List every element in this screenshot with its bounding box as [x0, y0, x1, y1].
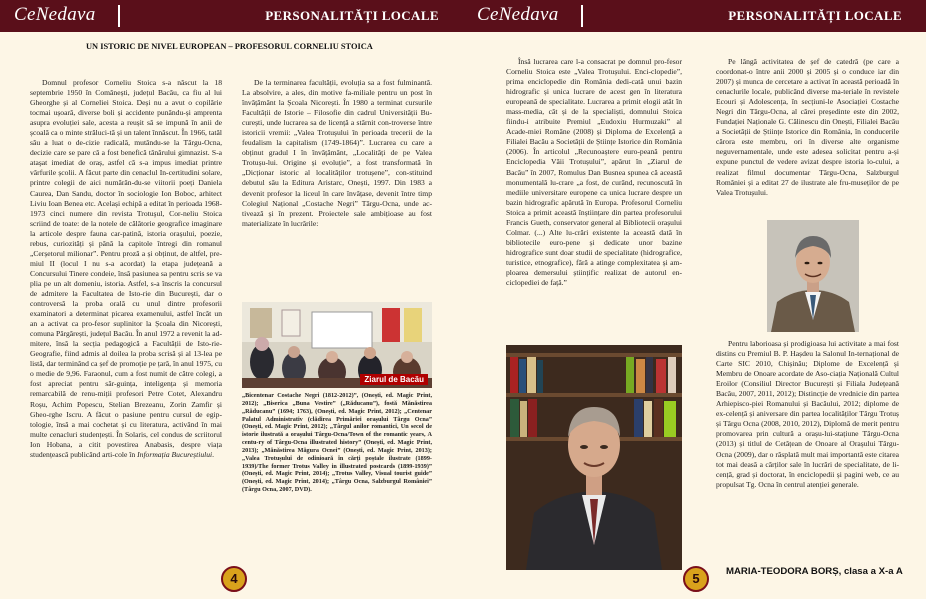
photo-credit-label: Ziarul de Bacău: [360, 374, 428, 385]
magazine-logo-right: CeNedava: [477, 4, 559, 25]
column-4b-text: Pentru laborioasa și prodigioasa lui activitate a mai fost distins cu Premiul B. P. Hașdeu la Salonul In-ternațional de Carte SIC 2010, Chișinău; Diplome de Excelență și Membru de Onoare acordate de Aso-ciația Națională Cultul Eroilor (Consiliul Director București și Filiala Județeană Bacău, 2007, 2011, 2012); Distincție de vrednicie din partea Arhiepisco-piei Romanului și Bacăului, 2012; diplome de ex-celență și aniversare din partea localităților Târgu Trotuș și Târgu Ocna (2008, 2010, 2012), Diplomă de merit pentru promovarea prin cultură a orașu-lui-stațiune Târgu-Ocna (2013) și titlul de Cetățean de Onoare al Orașului Târgu-Ocna (2009), dar o răsplată mult mai importantă este citarea tot mai deasă a cărților sale în lucrări de specialitate, de li-cență, grad și doctorat, în enciclopedii și pagini web, ce au propulsat Tg. Ocna în centrul atenției generale.: [716, 339, 899, 489]
article-column-4-top: [716, 57, 899, 198]
article-column-2: [242, 78, 432, 229]
column-1-end: .: [212, 449, 215, 459]
column-1-italic: Informația Bucureștiului: [137, 449, 213, 459]
article-column-3: [506, 57, 682, 288]
portrait-bookshelf-image: [506, 345, 682, 570]
column-4a-text: Pe lângă activitatea de șef de catedră (pe care a coordonat-o între anii 2000 și 2005 și o conduce iar din 2007) și munca de cercetare a activat în această perioadă în cenaclurile locale, publicând diverse ma-teriale în revistele Ecouri și Adolescența, în secțiuni-le Asociației Costache Negri din Târgu-Ocna, al cărei președinte este din 2002, Fundației Naționale G. Călinescu din Onești, Filialei Bacău a Societății de Științe Istorice din România, în conducerile cărora este membru, ori în diverse alte organisme neguvernamentale, unde este adesea solicitat pentru a-și expune punctul de vedere avizat despre istoria lo-cului, a realizat filmul documentar Târgu-Ocna, Salzburgul României și a editat 27 de ilustrate ale fru-museților de pe Valea Trotușului.: [716, 57, 899, 197]
right-page: [463, 0, 926, 599]
header-separator-right: [581, 5, 583, 27]
section-title-right: PERSONALITĂȚI LOCALE: [728, 8, 902, 23]
header-separator: [118, 5, 120, 27]
section-title: PERSONALITĂȚI LOCALE: [265, 8, 439, 23]
page-number-left: 4: [221, 566, 247, 592]
column-3-text: Însă lucrarea care l-a consacrat pe domnul pro-fesor Corneliu Stoica este „Valea Trotușului. Enci-clopedie”, prima enciclopedie din România dedi-cată unui bazin hidrografic și unica lucrare de acest gen în literatura europeană de specialitate. Lucrarea a primit elogii atât în mass-media, cât și de la specialiști, domnului Stoica fiindu-i atribuite Premiul „Eudoxiu Hurmuzaki” al Acade-miei Române (2008) și Diploma de Excelență a Filialei Bacău a Societății de Științe Istorice din România (2006). În articolul „Recunoaștere euro-peană pentru Enciclopedia Văii Trotușului”, apărut în „Ziarul de Bacău” în 2007, Romulus Dan Busnea spunea că această monumentală lu-crare „a fost, de curând, recunoscută în mediile universitare europene ca unica lucrare despre un bazin hidrografic apărută în Europa. Profesorul Corneliu Stoica a primit această înștiințare din partea profesorului Francis Gueth, conservator general al Bibliotecii orașului Colmar. (...) Alte lu-crări existente la această dată în bibliotecile euro-pene și dedicate unor bazine hidrografice sunt doar studii de specialitate (hidrografice, turistice, etnografice), fără a atinge complexitatea și am-ploarea demersului științific realizat de autorul en-ciclopediei de față.”: [506, 57, 682, 288]
works-list: „Bicentenar Costache Negri (1812-2012)”, (Onești, ed. Magic Print, 2012); „Biserica „Buna Vestire” („Răducanu”), fostă Mănăstirea „Răducanu” (1694; 1763), (Onești, ed. Magic Print, 2012); „Centenar Palatul Administrativ (clădirea Primăriei orașului Târgu Ocna” (Onești, ed. Magic Print, 2012); „Târgul anilor romantici, Un secol de istorie ilustrată a orașului Târgu-Ocna/Town of the romantic years, A centu-ry of Târgu-Ocna illustrated history” (Onești, ed. Magic Print, 2013); „Mănăstirea Măgura Ocnei” (Onești, ed. Magic Print, 2013); „Valea Trotușului de odinioară în cărți poștale ilustrate (1899-1939)/The former Trotus Valley in illustrated postcards (1899-1939)” (Onești, ed. Magic Print, 2014); „Trotus Valley, Visual tourist guide” (Onești, ed. Magic Print, 2014); „Târgu Ocna, Salzburgul României” (Târgu Ocna, 2007, DVD).: [242, 392, 432, 494]
article-author: MARIA-TEODORA BORȘ, clasa a X-a A: [726, 566, 903, 577]
conference-photo: [242, 302, 432, 388]
magazine-logo: CeNedava: [14, 4, 96, 25]
column-1-text: Domnul profesor Corneliu Stoica s-a născut la 18 septembrie 1950 în Comănești, județul Bacău, ca fiu al lui Gheorghe și al Corneliei Stoica. Deși nu a avut o copilărie tocmai ușoară, diverse boli și accidente punându-și amprenta asupra evoluției sale, acesta a reușit să se impună în anii de școală ca o minte străluci-tă și un talent înnăscut. În 1966, tatăl său a luat o de-cizie radicală, mutându-se la Târgu-Ocna, decizie care se pare că a fost benefică tânărului gimnazist. S-a ataşat imediat de oraș, astfel că s-a impus imediat printre vârfurile școlii. A făcut parte din cenaclul In-certitudini solare, printre colegii de aici numărân-du-se viitorii poeți Daniela Caurea, Dan Sandu, doctor în sociologie Ion Boboc, arhitect Liviu Ioan Benea etc. Același echipă a editat în perioada 1968-1973 cinci numere din revista Trotuşul, Cor-neliu Stoica scriind de toate: de la notele de călătorie geografice imaginare la articole despre fauna car-patină, istoria orașului, poezie, rebus, curiozități și până la capitole întregi din romanul „Cerșetorul milionar”. Pentru proză a și obținut, de altfel, pre-miul II (locul I nu s-a acordat) la etapa județeană a Concursului Tinere condeie, însă pasiunea sa pentru scris se va plia pe un alt domeniu, istoria. Astfel, s-a înscris la concursul de admitere la Facultatea de Isto-rie din București, dar o controversă la proba orală cu unul dintre profesorii examinatori a determinat picarea examenului, astfel încât un an a activat ca pro-fesor suplinitor la Școala din Nicorești, comuna Pârgărești, județul Bacău. În anul 1972 a revenit la ad-mitere, însă la secția pedagogică a Facultății de Isto-rie-Geografie, fiind admis al doilea la proba scrisă și al 13-lea pe listă, dar terminând ca șef de promoție pe țară, în anul 1975, cu o medie de 9,96. Faraonul, cum a fost numit de către colegi, a fost apreciat pentru sâr-guința, inteligența și memoria remarcabilă de renu-miții profesori Petre Cotet, Alexandru Roșu, Achim Popescu, Stelian Brezeanu, Zorin Zamfir și Gheo-rghe Iscru. A făcut o pasiune pentru cursul de egip-tologie, însă a mai cochetat și cu literatura, activând în mai multe cenacluri studențești. În Solaris, cel condus de scriitorul Ion Hobana, a citit povestirea Anabasis, despre viața studențească publicând arti-cole în: [30, 78, 222, 459]
page-number-right: 5: [683, 566, 709, 592]
portrait-studio-image: [767, 220, 859, 332]
left-header-bar: [0, 0, 463, 32]
article-column-4-bottom: [716, 339, 899, 490]
article-title: UN ISTORIC DE NIVEL EUROPEAN – PROFESORUL CORNELIU STOICA: [86, 42, 373, 51]
right-header-bar: [463, 0, 926, 32]
portrait-photo-studio: [767, 220, 859, 332]
column-2-text: De la terminarea facultății, evoluția sa a fost fulminantă. La absolvire, a ales, din motive fa-miliale pentru un post în învățământ la Școala Nicorești. În 1980 a terminat cursurile Facultății de Istorie – Filosofie din cadrul Universității Bu-curești, unde lucrarea sa de licență a stârnit con-troverse între istoricii vremii: „Valea Trotușului în perioada trecerii de la feudalism la capitalism (1749-1864)”. Lucrarea cu care a obținut gradul I în învățământ, „Localități de pe Valea Trotușu-lui. Origine și evoluție”, a fost transformată în „Dicționar istoric al localităților trotușene”, con-stituind debutul său la Editura Aristarc, Onești, 1997. Din 1983 a devenit profesor la liceul în care învățase, devenit între timp Colegiul Național „Costache Negri” Târgu-Ocna, unde ac-tivează și în prezent. Proiectele sale ambițioase au fost materializate în lucrările:: [242, 78, 432, 228]
portrait-photo-bookshelf: [506, 345, 682, 570]
article-column-1: [30, 78, 222, 460]
